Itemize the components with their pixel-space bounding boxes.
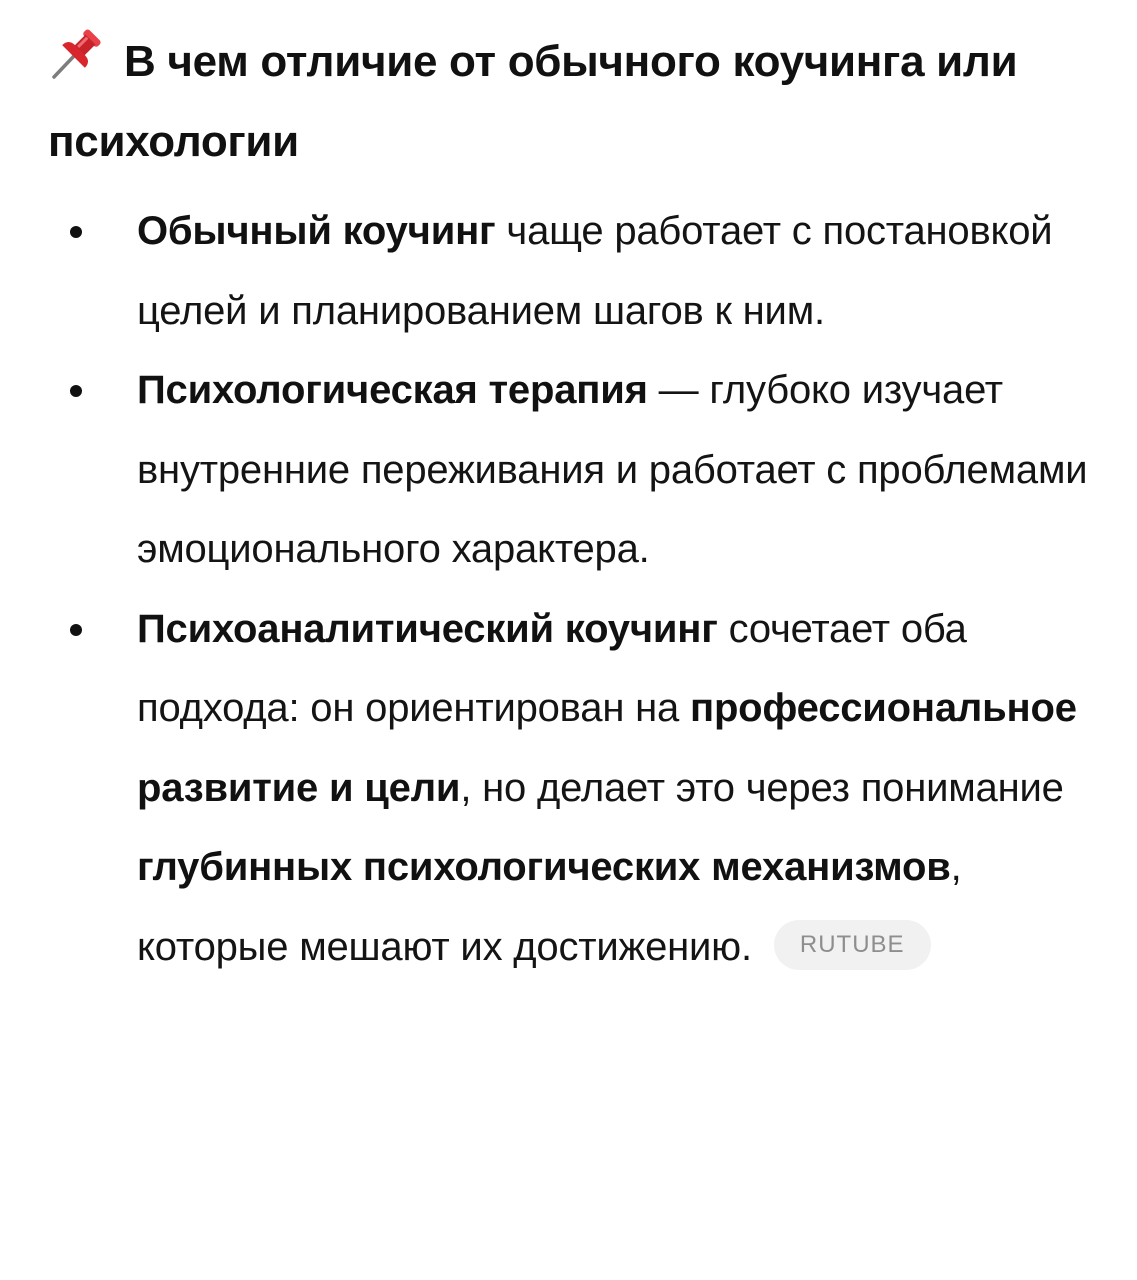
pushpin-icon [48, 24, 106, 82]
bullet-icon [70, 226, 82, 238]
item-term: Обычный коучинг [137, 209, 496, 253]
list-item [0, 192, 1137, 351]
rutube-source-badge[interactable]: RUTUBE [774, 920, 931, 970]
item-term: Психоаналитический коучинг [137, 606, 718, 651]
item-description: чаще работает с постановкой целей и планированием шагов к ним. [137, 209, 1053, 333]
comparison-list [0, 192, 1137, 987]
item-description: — глубоко изучает внутренние переживания и работает с проблемами эмоционального характера. [137, 368, 1088, 571]
bullet-icon [70, 385, 82, 397]
heading-text: В чем отличие от обычного коучинга или психологии [48, 37, 1018, 166]
bullet-icon [70, 624, 82, 636]
item-emphasis: профессиональное развитие и цели [137, 686, 1077, 810]
item-description: сочетает оба подхода: он ориентирован на [137, 606, 967, 730]
list-item [0, 351, 1137, 590]
list-item [0, 590, 1137, 988]
item-term: Психологическая терапия [137, 368, 648, 412]
item-emphasis: глубинных психологических механизмов [137, 845, 951, 889]
section-heading [48, 22, 1108, 182]
item-description: , но делает это через понимание [460, 765, 1064, 810]
item-description: , которые мешают их достижению. [137, 845, 962, 969]
